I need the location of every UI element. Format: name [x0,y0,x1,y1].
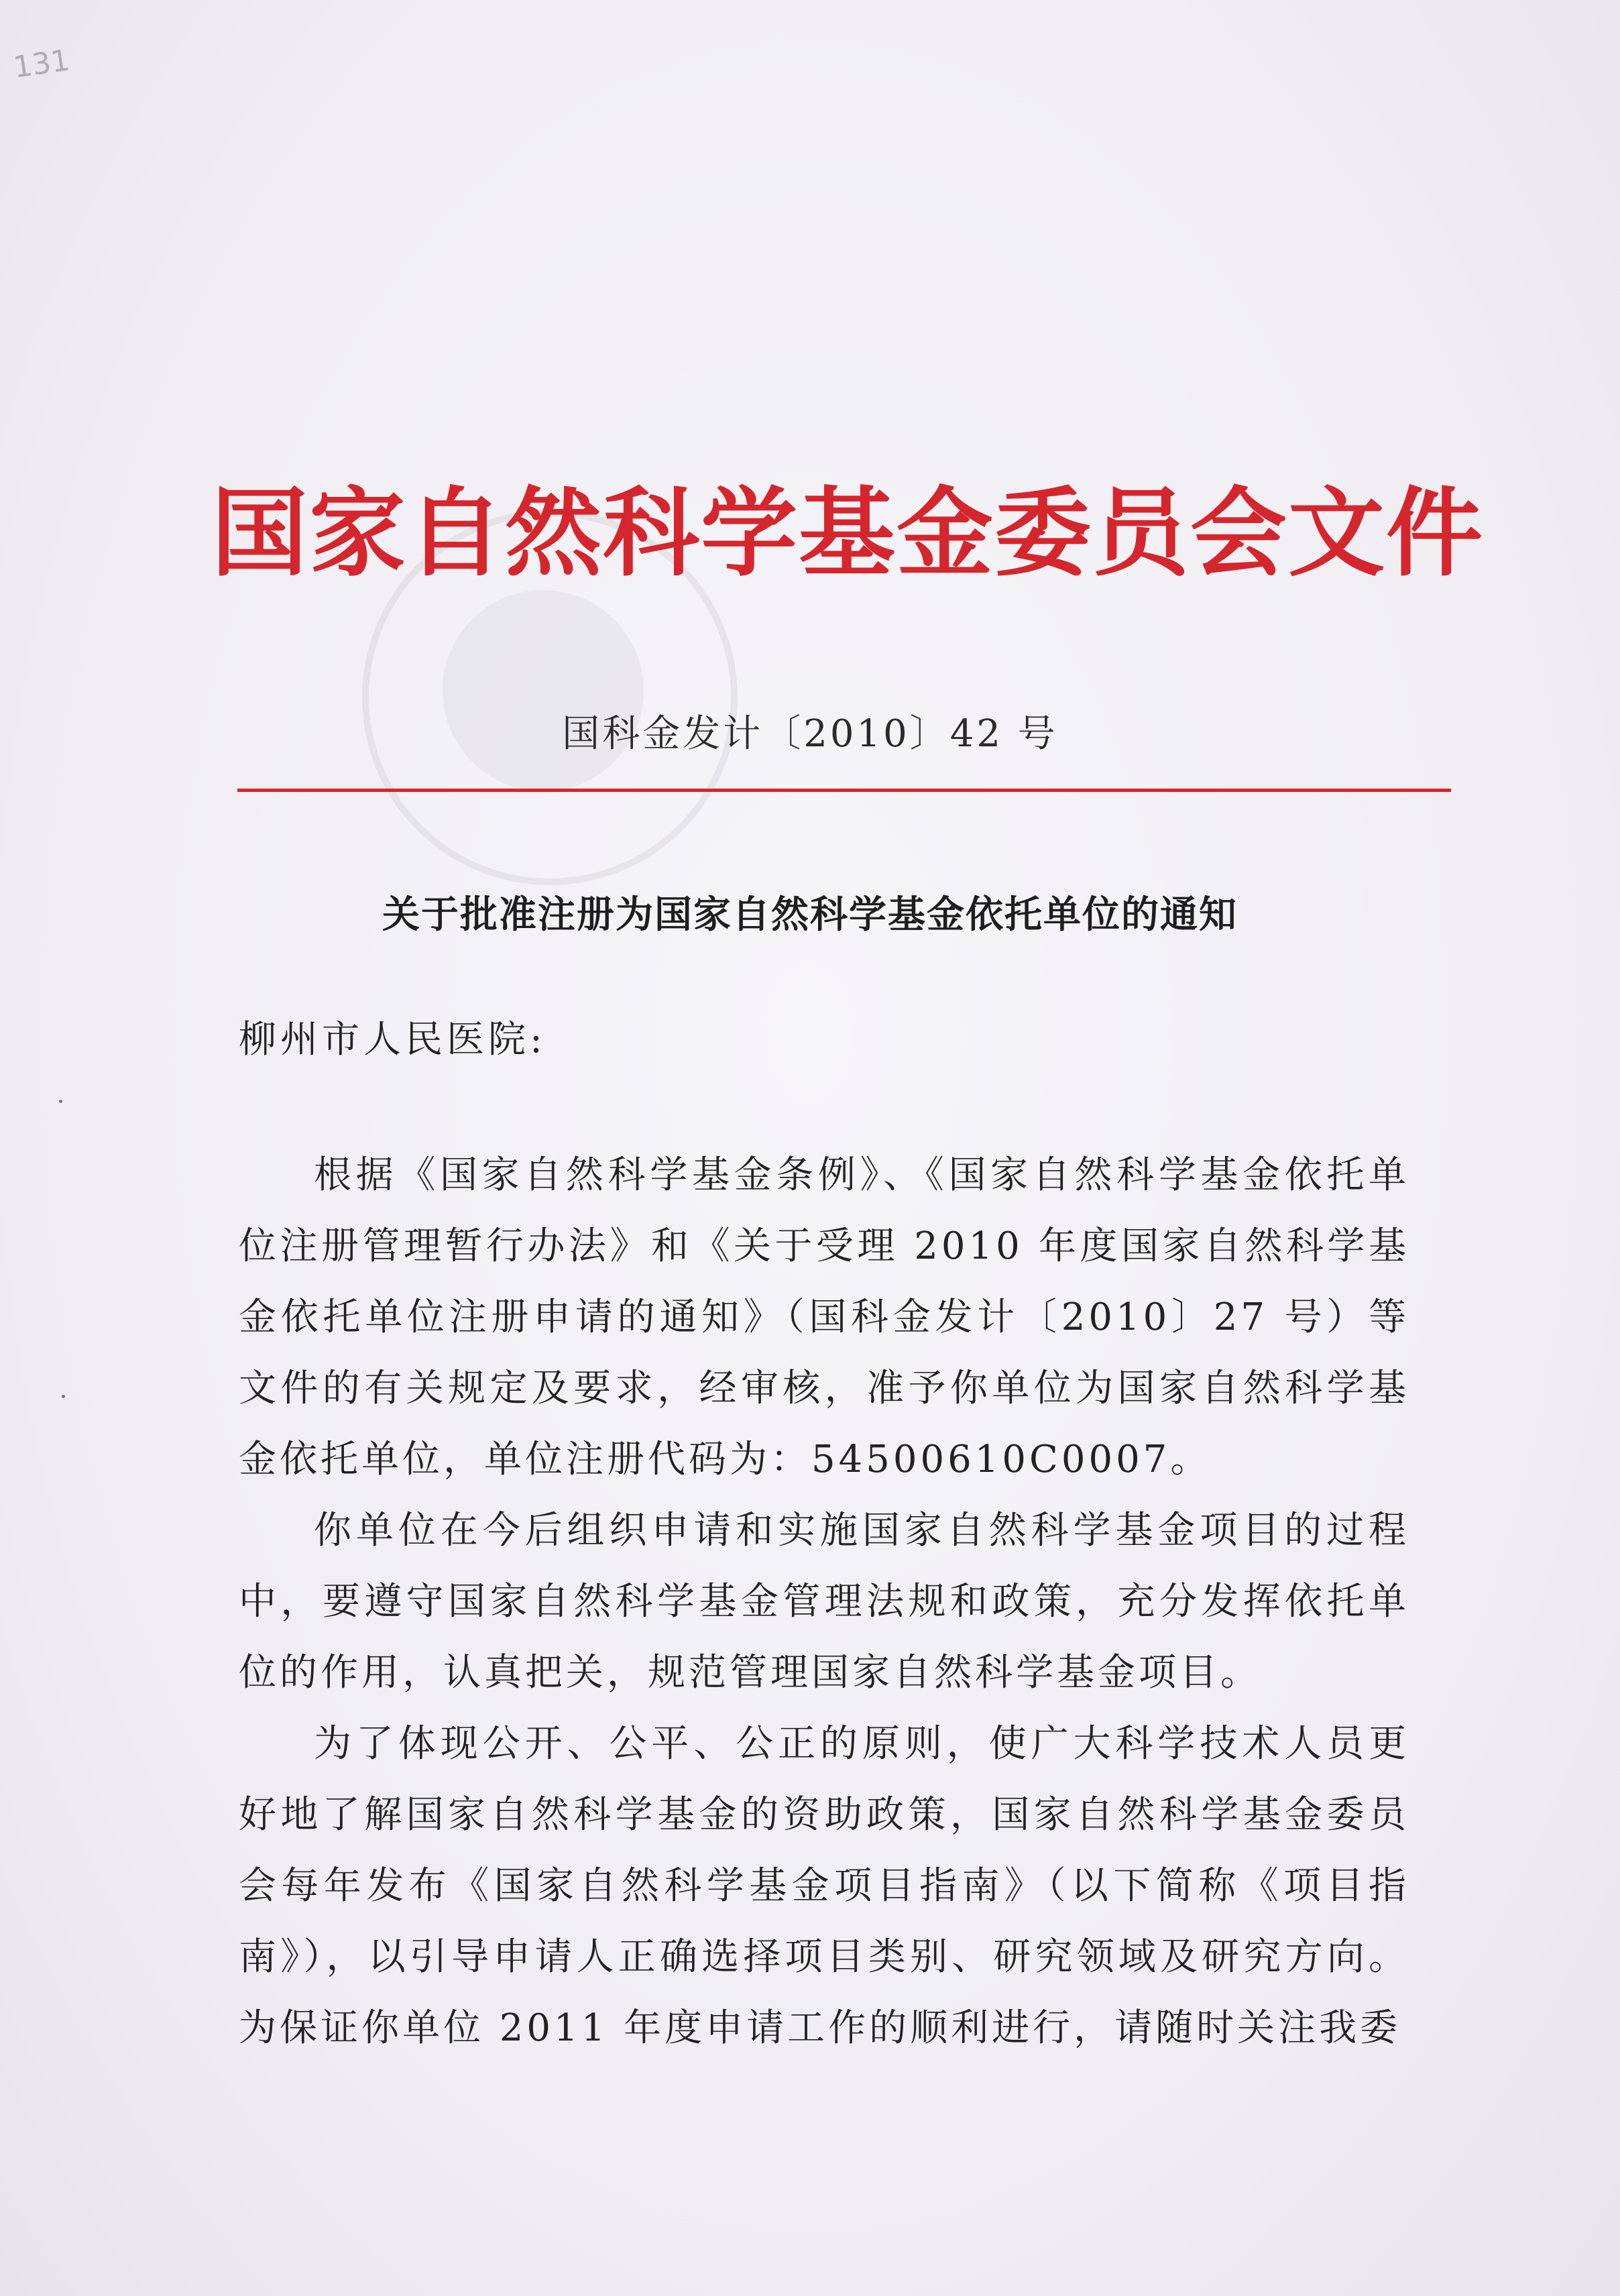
body-paragraph: 根据《国家自然科学基金条例》、《国家自然科学基金依托单位注册管理暂行办法》和《关于受理 2010 年度国家自然科学基金依托单位注册申请的通知》（国科金发计〔2010〕27 号）等文件的有关规定及要求，经审核，准予你单位为国家自然科学基金依托单位，单位注册代码为：54500610C0007。 [239,1153,1409,1481]
notice-body [239,1140,1409,2064]
body-paragraph: 为了体现公开、公平、公正的原则，使广大科学技术人员更好地了解国家自然科学基金的资助政策，国家自然科学基金委员会每年发布《国家自然科学基金项目指南》（以下简称《项目指南》），以引导申请人正确选择项目类别、研究领域及研究方向。为保证你单位 2011 年度申请工作的顺利进行，请随时关注我委 [239,1722,1409,2050]
notice-title: 关于批准注册为国家自然科学基金依托单位的通知 [382,893,1238,937]
document-number: 国科金发计〔2010〕42 号 [562,712,1058,756]
scan-speck [59,1100,62,1103]
scan-speck [62,1395,65,1398]
body-paragraph: 你单位在今后组织申请和实施国家自然科学基金项目的过程中，要遵守国家自然科学基金管理法规和政策，充分发挥依托单位的作用，认真把关，规范管理国家自然科学基金项目。 [239,1509,1409,1695]
header-divider-line [237,789,1451,792]
issuer-header-title: 国家自然科学基金委员会文件 [211,476,1484,589]
recipient-line: 柳州市人民医院: [239,1018,546,1061]
faint-seal-emblem [443,590,644,791]
handwritten-page-mark: 131 [11,43,72,85]
